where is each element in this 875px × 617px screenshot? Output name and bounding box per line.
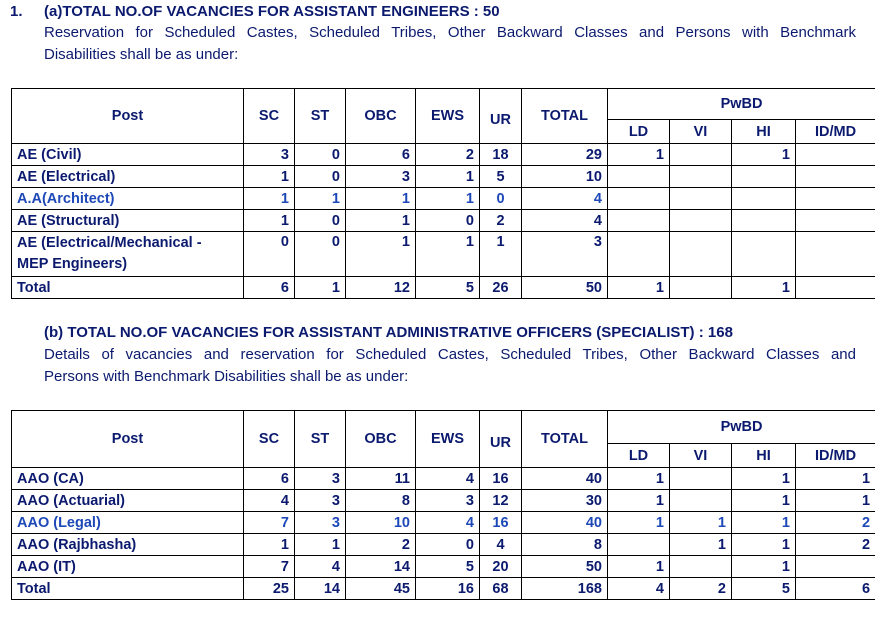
sc-cell: 1 [244,534,295,556]
st-cell: 3 [295,468,346,490]
col-header-sc: SC [244,411,295,468]
st-cell: 14 [295,578,346,600]
ur-cell: 5 [480,166,522,188]
ews-cell: 5 [416,556,480,578]
col-header-obc: OBC [346,89,416,144]
post-cell: A.A(Architect) [12,188,244,210]
post-cell: AAO (IT) [12,556,244,578]
col-header-pwbd: PwBD [608,89,875,120]
ld-cell [608,210,670,232]
sc-cell: 7 [244,512,295,534]
idmd-cell [796,144,875,166]
post-cell: AAO (Actuarial) [12,490,244,512]
post-cell: Total [12,578,244,600]
obc-cell: 3 [346,166,416,188]
ur-cell: 16 [480,512,522,534]
idmd-cell [796,188,875,210]
table-row [12,490,875,512]
sc-cell: 6 [244,277,295,299]
hi-cell: 5 [732,578,796,600]
vi-cell [670,468,732,490]
ld-cell [608,232,670,277]
obc-cell: 2 [346,534,416,556]
col-header-vi: VI [670,120,732,144]
idmd-cell [796,232,875,277]
ews-cell: 4 [416,512,480,534]
vi-cell [670,556,732,578]
idmd-cell [796,277,875,299]
total-cell: 40 [522,468,608,490]
ews-cell: 1 [416,188,480,210]
total-cell: 30 [522,490,608,512]
post-cell: AAO (Rajbhasha) [12,534,244,556]
ur-cell: 68 [480,578,522,600]
hi-cell: 1 [732,534,796,556]
ld-cell: 4 [608,578,670,600]
col-header-hi: HI [732,120,796,144]
col-header-sc: SC [244,89,295,144]
table-assistant-administrative-officers [11,410,875,600]
table-row-total [12,277,875,299]
col-header-ld: LD [608,444,670,468]
table-row [12,232,875,277]
idmd-cell: 2 [796,534,875,556]
st-cell: 3 [295,512,346,534]
idmd-cell [796,210,875,232]
sc-cell: 1 [244,210,295,232]
hi-cell: 1 [732,512,796,534]
col-header-ur: UR [480,89,522,144]
hi-cell [732,210,796,232]
col-header-idmd: ID/MD [796,444,875,468]
total-cell: 4 [522,188,608,210]
col-header-obc: OBC [346,411,416,468]
post-cell: AE (Structural) [12,210,244,232]
ur-cell: 4 [480,534,522,556]
table-row [12,144,875,166]
st-cell: 4 [295,556,346,578]
col-header-total: TOTAL [522,89,608,144]
col-header-hi: HI [732,444,796,468]
table-row [12,512,875,534]
vi-cell: 1 [670,534,732,556]
hi-cell [732,166,796,188]
ews-cell: 4 [416,468,480,490]
idmd-cell: 2 [796,512,875,534]
part-a-heading: (a)TOTAL NO.OF VACANCIES FOR ASSISTANT ENGINEERS : 50 [44,3,500,20]
ld-cell: 1 [608,468,670,490]
idmd-cell: 1 [796,468,875,490]
ews-cell: 5 [416,277,480,299]
ews-cell: 16 [416,578,480,600]
obc-cell: 45 [346,578,416,600]
col-header-st: ST [295,411,346,468]
total-cell: 3 [522,232,608,277]
st-cell: 0 [295,210,346,232]
part-a-paragraph-line: Disabilities shall be as under: [44,46,239,63]
col-header-post: Post [12,89,244,144]
ld-cell: 1 [608,277,670,299]
sc-cell: 4 [244,490,295,512]
obc-cell: 12 [346,277,416,299]
part-b-paragraph [44,344,856,388]
ews-cell: 2 [416,144,480,166]
sc-cell: 6 [244,468,295,490]
total-cell: 50 [522,556,608,578]
hi-cell: 1 [732,277,796,299]
vi-cell [670,166,732,188]
ur-cell: 1 [480,232,522,277]
part-a-paragraph [44,22,856,66]
table-assistant-engineers [11,88,875,299]
st-cell: 0 [295,232,346,277]
col-header-idmd: ID/MD [796,120,875,144]
ur-cell: 2 [480,210,522,232]
post-cell: AAO (CA) [12,468,244,490]
table-row-total [12,578,875,600]
ur-cell: 12 [480,490,522,512]
vi-cell: 2 [670,578,732,600]
part-b-paragraph-line: Persons with Benchmark Disabilities shall be as under: [44,368,409,385]
ews-cell: 3 [416,490,480,512]
table-row [12,166,875,188]
total-cell: 4 [522,210,608,232]
ld-cell: 1 [608,144,670,166]
col-header-ews: EWS [416,411,480,468]
total-cell: 168 [522,578,608,600]
part-b-heading: (b) TOTAL NO.OF VACANCIES FOR ASSISTANT ADMINISTRATIVE OFFICERS (SPECIALIST) : 168 [44,324,733,341]
col-header-ews: EWS [416,89,480,144]
part-a-paragraph-line: Reservation for Scheduled Castes, Scheduled Tribes, Other Backward Classes and Persons with Benchmark [44,24,856,41]
col-header-st: ST [295,89,346,144]
st-cell: 1 [295,188,346,210]
vi-cell [670,232,732,277]
obc-cell: 1 [346,232,416,277]
obc-cell: 10 [346,512,416,534]
ld-cell [608,188,670,210]
idmd-cell: 6 [796,578,875,600]
ld-cell: 1 [608,512,670,534]
sc-cell: 1 [244,166,295,188]
vi-cell: 1 [670,512,732,534]
total-cell: 8 [522,534,608,556]
ews-cell: 0 [416,534,480,556]
obc-cell: 11 [346,468,416,490]
col-header-pwbd: PwBD [608,411,875,444]
post-cell: Total [12,277,244,299]
hi-cell: 1 [732,556,796,578]
post-cell-line: AE (Electrical/Mechanical - [17,235,202,251]
hi-cell: 1 [732,490,796,512]
post-cell: AE (Electrical) [12,166,244,188]
sc-cell: 25 [244,578,295,600]
obc-cell: 6 [346,144,416,166]
ur-cell: 20 [480,556,522,578]
section-number: 1. [10,3,23,20]
total-cell: 50 [522,277,608,299]
ur-cell: 0 [480,188,522,210]
part-b-paragraph-line: Details of vacancies and reservation for Scheduled Castes, Scheduled Tribes, Other Backward Classes and [44,346,856,363]
obc-cell: 1 [346,210,416,232]
obc-cell: 1 [346,188,416,210]
post-cell: AE (Civil) [12,144,244,166]
idmd-cell [796,556,875,578]
hi-cell [732,232,796,277]
table-row [12,534,875,556]
ews-cell: 0 [416,210,480,232]
st-cell: 0 [295,144,346,166]
sc-cell: 3 [244,144,295,166]
hi-cell: 1 [732,144,796,166]
st-cell: 1 [295,534,346,556]
post-cell: AAO (Legal) [12,512,244,534]
vi-cell [670,490,732,512]
table-row [12,210,875,232]
total-cell: 10 [522,166,608,188]
obc-cell: 14 [346,556,416,578]
vi-cell [670,277,732,299]
vi-cell [670,188,732,210]
ews-cell: 1 [416,232,480,277]
ld-cell: 1 [608,490,670,512]
idmd-cell: 1 [796,490,875,512]
col-header-post: Post [12,411,244,468]
col-header-ur: UR [480,411,522,468]
obc-cell: 8 [346,490,416,512]
st-cell: 3 [295,490,346,512]
ld-cell: 1 [608,556,670,578]
hi-cell [732,188,796,210]
table-row [12,188,875,210]
table-row [12,468,875,490]
post-cell-line: MEP Engineers) [17,256,128,272]
st-cell: 1 [295,277,346,299]
total-cell: 29 [522,144,608,166]
table-row [12,556,875,578]
sc-cell: 0 [244,232,295,277]
st-cell: 0 [295,166,346,188]
sc-cell: 7 [244,556,295,578]
ur-cell: 18 [480,144,522,166]
total-cell: 40 [522,512,608,534]
col-header-total: TOTAL [522,411,608,468]
ld-cell [608,534,670,556]
vi-cell [670,144,732,166]
ld-cell [608,166,670,188]
col-header-ld: LD [608,120,670,144]
idmd-cell [796,166,875,188]
post-cell [12,232,244,277]
ews-cell: 1 [416,166,480,188]
vi-cell [670,210,732,232]
hi-cell: 1 [732,468,796,490]
col-header-vi: VI [670,444,732,468]
sc-cell: 1 [244,188,295,210]
ur-cell: 16 [480,468,522,490]
ur-cell: 26 [480,277,522,299]
